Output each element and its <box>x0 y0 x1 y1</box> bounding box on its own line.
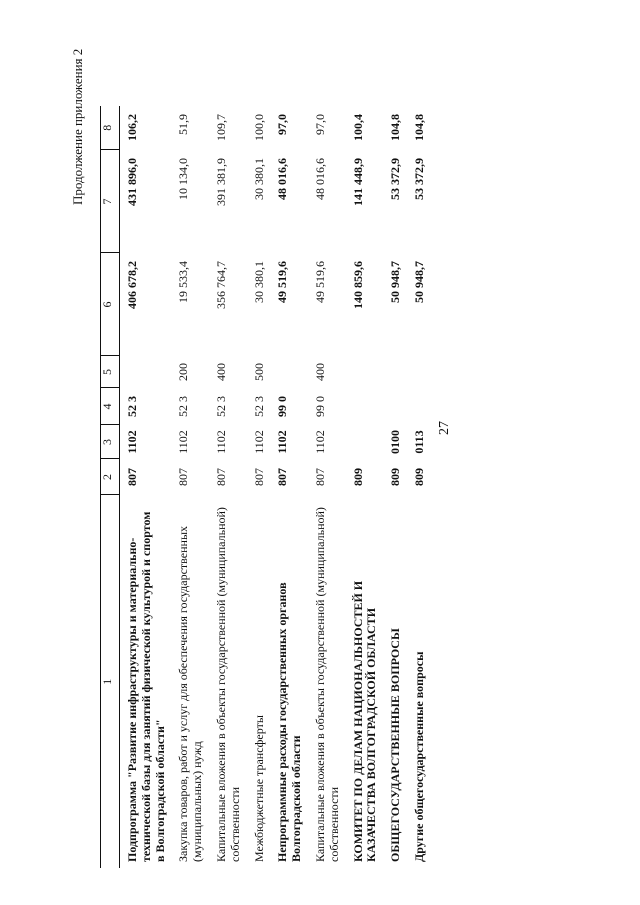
table-row <box>171 106 209 868</box>
header-col-2: 2 <box>101 459 120 495</box>
row-code-type <box>270 356 308 388</box>
row-percent: 97,0 <box>312 114 327 135</box>
row-code-article: 52 3 <box>176 396 191 417</box>
header-col-6: 6 <box>101 253 120 356</box>
row-value-planned: 50 948,7 <box>388 261 403 303</box>
row-code-article: 52 3 <box>251 396 266 417</box>
row-name: Межбюджетные трансферты <box>251 715 266 862</box>
header-col-4: 4 <box>101 388 120 425</box>
row-value-actual: 53 372,9 <box>388 158 403 200</box>
row-code-type: 200 <box>176 363 191 381</box>
row-value-planned: 19 533,4 <box>176 261 191 303</box>
row-value-actual: 53 372,9 <box>411 158 426 200</box>
row-code-section: 1102 <box>125 430 139 454</box>
row-name: КОМИТЕТ ПО ДЕЛАМ НАЦИОНАЛЬНОСТЕЙ И КАЗАЧЕСТВА ВОЛГОГРАДСКОЙ ОБЛАСТИ <box>350 580 379 862</box>
table-row <box>308 106 346 868</box>
continuation-note: Продолжение приложения 2 <box>70 48 85 205</box>
row-name: Закупка товаров, работ и услуг для обеспечения государственных (муниципальных) нужд <box>176 525 205 862</box>
row-code-type <box>383 356 407 388</box>
row-code-section: 0113 <box>411 430 426 454</box>
header-col-3: 3 <box>101 425 120 459</box>
row-value-planned: 49 519,6 <box>312 261 327 303</box>
table-row <box>270 106 308 868</box>
table-row <box>120 106 172 868</box>
row-code-admin: 809 <box>388 468 403 486</box>
table-row <box>407 106 431 868</box>
row-code-admin: 807 <box>176 468 191 486</box>
row-value-planned: 30 380,1 <box>251 261 266 303</box>
row-value-planned: 356 764,7 <box>213 261 228 309</box>
row-code-section: 1102 <box>275 430 290 454</box>
table-body <box>120 106 431 868</box>
row-value-actual: 391 381,9 <box>213 158 228 206</box>
row-percent: 97,0 <box>275 114 290 135</box>
row-code-section <box>346 425 384 459</box>
row-code-section: 1102 <box>251 430 266 454</box>
row-code-article: 52 3 <box>213 396 228 417</box>
header-col-1: 1 <box>101 495 120 868</box>
row-percent: 100,4 <box>350 114 365 141</box>
row-code-article <box>346 388 384 425</box>
row-code-type <box>346 356 384 388</box>
row-percent: 104,8 <box>388 114 403 141</box>
row-code-admin: 809 <box>350 468 365 486</box>
row-code-section: 1102 <box>213 430 228 454</box>
row-code-section: 0100 <box>388 430 403 454</box>
table-row <box>346 106 384 868</box>
row-code-admin: 807 <box>213 468 228 486</box>
table-row <box>383 106 407 868</box>
budget-table <box>100 106 431 868</box>
row-code-admin: 807 <box>275 468 290 486</box>
row-code-type <box>407 356 431 388</box>
row-code-article: 99 0 <box>275 396 290 417</box>
row-code-type: 400 <box>213 363 228 381</box>
row-value-planned: 406 678,2 <box>125 261 139 309</box>
row-code-type <box>120 356 172 388</box>
row-value-actual: 48 016,6 <box>312 158 327 200</box>
row-code-type: 500 <box>251 363 266 381</box>
row-code-admin: 809 <box>411 468 426 486</box>
row-name: ОБЩЕГОСУДАРСТВЕННЫЕ ВОПРОСЫ <box>388 628 403 862</box>
row-percent: 100,0 <box>251 114 266 141</box>
row-percent: 104,8 <box>411 114 426 141</box>
row-code-article: 52 3 <box>125 396 139 417</box>
row-name: Подпрограмма "Развитие инфраструктуры и материально-технической базы для занятий физической культурой и спортом в Волгоградской области" <box>125 511 167 862</box>
row-code-section: 1102 <box>176 430 191 454</box>
row-value-actual: 141 448,9 <box>350 158 365 206</box>
row-value-actual: 48 016,6 <box>275 158 290 200</box>
row-value-planned: 49 519,6 <box>275 261 290 303</box>
row-code-admin: 807 <box>251 468 266 486</box>
row-name: Капитальные вложения в объекты государственной (муниципальной) собственности <box>312 507 341 862</box>
row-percent: 106,2 <box>125 114 139 141</box>
header-col-7: 7 <box>101 150 120 253</box>
row-code-article <box>383 388 407 425</box>
row-name: Капитальные вложения в объекты государственной (муниципальной) собственности <box>213 507 242 862</box>
row-value-planned: 50 948,7 <box>411 261 426 303</box>
row-code-admin: 807 <box>312 468 327 486</box>
table-row <box>209 106 247 868</box>
header-col-5: 5 <box>101 356 120 388</box>
row-code-article <box>407 388 431 425</box>
table-row <box>247 106 271 868</box>
row-value-actual: 10 134,0 <box>176 158 191 200</box>
row-code-section: 1102 <box>312 430 327 454</box>
row-percent: 109,7 <box>213 114 228 141</box>
page-number: 27 <box>437 421 452 435</box>
row-name: Непрограммные расходы государственных органов Волгоградской области <box>275 582 304 862</box>
row-name: Другие общегосударственные вопросы <box>411 651 426 862</box>
row-code-article: 99 0 <box>312 396 327 417</box>
row-code-admin: 807 <box>125 468 139 486</box>
row-code-type: 400 <box>312 363 327 381</box>
row-value-planned: 140 859,6 <box>350 261 365 309</box>
row-value-actual: 30 380,1 <box>251 158 266 200</box>
row-value-actual: 431 896,0 <box>125 158 139 206</box>
row-percent: 51,9 <box>176 114 191 135</box>
header-row <box>101 106 120 868</box>
header-col-8: 8 <box>101 106 120 150</box>
